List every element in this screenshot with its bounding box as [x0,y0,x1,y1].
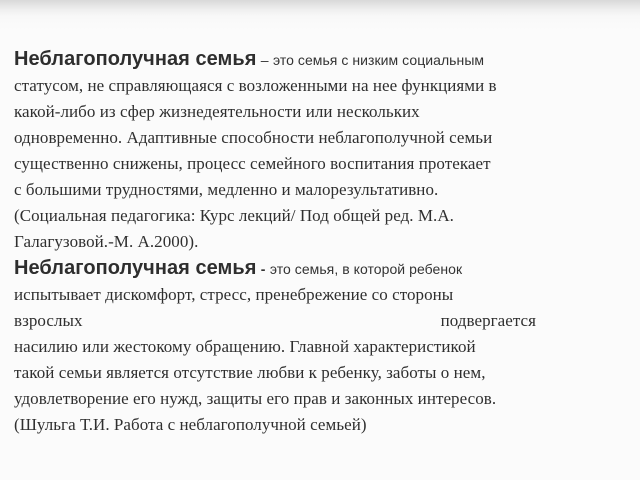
definition-2-line: насилию или жестокому обращению. Главной характеристикой [14,337,476,356]
slide-content [14,46,614,438]
definition-1 [14,46,614,255]
definition-2-term: Неблагополучная семья [14,257,257,279]
definition-2-source: (Шульга Т.И. Работа с неблагополучной семьей) [14,415,367,434]
definition-2-justified-line [14,308,536,334]
definition-1-line: какой-либо из сфер жизнедеятельности или нескольких [14,102,420,121]
top-gradient-band [0,0,640,16]
definition-1-source: Галагузовой.-М. А.2000). [14,232,199,251]
definition-1-line: существенно снижены, процесс семейного воспитания протекает [14,154,491,173]
definition-1-lead: это семья с низким социальным [272,52,485,68]
definition-2-line-left: взрослых [14,311,83,330]
definition-2-line: удовлетворение его нужд, защиты его прав и законных интересов. [14,389,497,408]
definition-2-line-right: подвергается [440,311,536,330]
definition-1-source: (Социальная педагогика: Курс лекций/ Под общей ред. М.А. [14,206,454,225]
definition-2-lead: это семья, в которой ребенок [269,261,463,277]
definition-1-line: одновременно. Адаптивные способности неблагополучной семьи [14,128,493,147]
definition-2-line: испытывает дискомфорт, стресс, пренебрежение со стороны [14,285,454,304]
definition-1-dash: – [260,52,269,68]
definition-2 [14,255,614,438]
definition-1-line: с большими трудностями, медленно и малорезультативно. [14,180,439,199]
definition-2-dash: - [260,261,266,277]
definition-1-line: статусом, не справляющаяся с возложенными на нее функциями в [14,76,497,95]
definition-2-line: такой семьи является отсутствие любви к ребенку, заботы о нем, [14,363,486,382]
definition-1-term: Неблагополучная семья [14,48,257,70]
